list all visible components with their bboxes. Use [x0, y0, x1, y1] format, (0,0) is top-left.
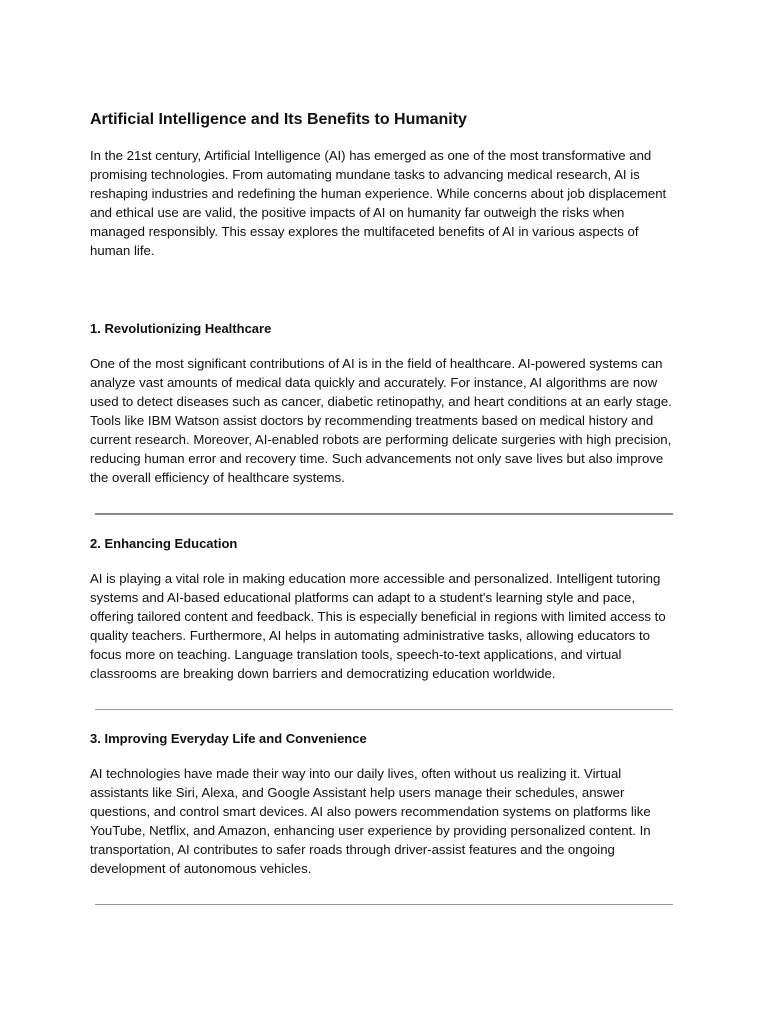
section-heading: 2. Enhancing Education [90, 536, 238, 551]
section-paragraph: One of the most significant contributions of AI is in the field of healthcare. AI-powered systems can analyze vast amounts of medical data quickly and accurately. For instance, AI algorithms are now used to detect diseases such as cancer, diabetic retinopathy, and heart conditions at an early stage. Tools like IBM Watson assist doctors by recommending treatments based on medical history and current research. Moreover, AI-enabled robots are performing delicate surgeries with high precision, reducing human error and recovery time. Such advancements not only save lives but also improve the overall efficiency of healthcare systems. [90, 356, 672, 485]
document-page [90, 110, 680, 925]
section-heading: 3. Improving Everyday Life and Convenience [90, 731, 367, 746]
section-divider [95, 513, 673, 515]
section-divider [95, 904, 673, 905]
section-paragraph: AI technologies have made their way into our daily lives, often without us realizing it. Virtual assistants like Siri, Alexa, and Google Assistant help users manage their schedules, answer questions, and control smart devices. AI also powers recommendation systems on platforms like YouTube, Netflix, and Amazon, enhancing user experience by providing personalized content. In transportation, AI contributes to safer roads through driver-assist features and the ongoing development of autonomous vehicles. [90, 766, 651, 876]
section-education [90, 535, 680, 683]
section-paragraph: AI is playing a vital role in making education more accessible and personalized. Intelligent tutoring systems and AI-based educational platforms can adapt to a student's learning style and pace, offering tailored content and feedback. This is especially beneficial in regions with limited access to quality teachers. Furthermore, AI helps in automating administrative tasks, allowing educators to focus more on teaching. Language translation tools, speech-to-text applications, and virtual classrooms are breaking down barriers and democratizing education worldwide. [90, 571, 666, 681]
section-heading: 1. Revolutionizing Healthcare [90, 321, 272, 336]
section-everyday-life [90, 730, 680, 878]
section-healthcare [90, 320, 680, 487]
page-title: Artificial Intelligence and Its Benefits to Humanity [90, 111, 467, 128]
intro-paragraph: In the 21st century, Artificial Intelligence (AI) has emerged as one of the most transformative and promising technologies. From automating mundane tasks to advancing medical research, AI is reshaping industries and redefining the human experience. While concerns about job displacement and ethical use are valid, the positive impacts of AI on humanity far outweigh the risks when managed responsibly. This essay explores the multifaceted benefits of AI in various aspects of human life. [90, 148, 667, 258]
section-divider [95, 709, 673, 710]
